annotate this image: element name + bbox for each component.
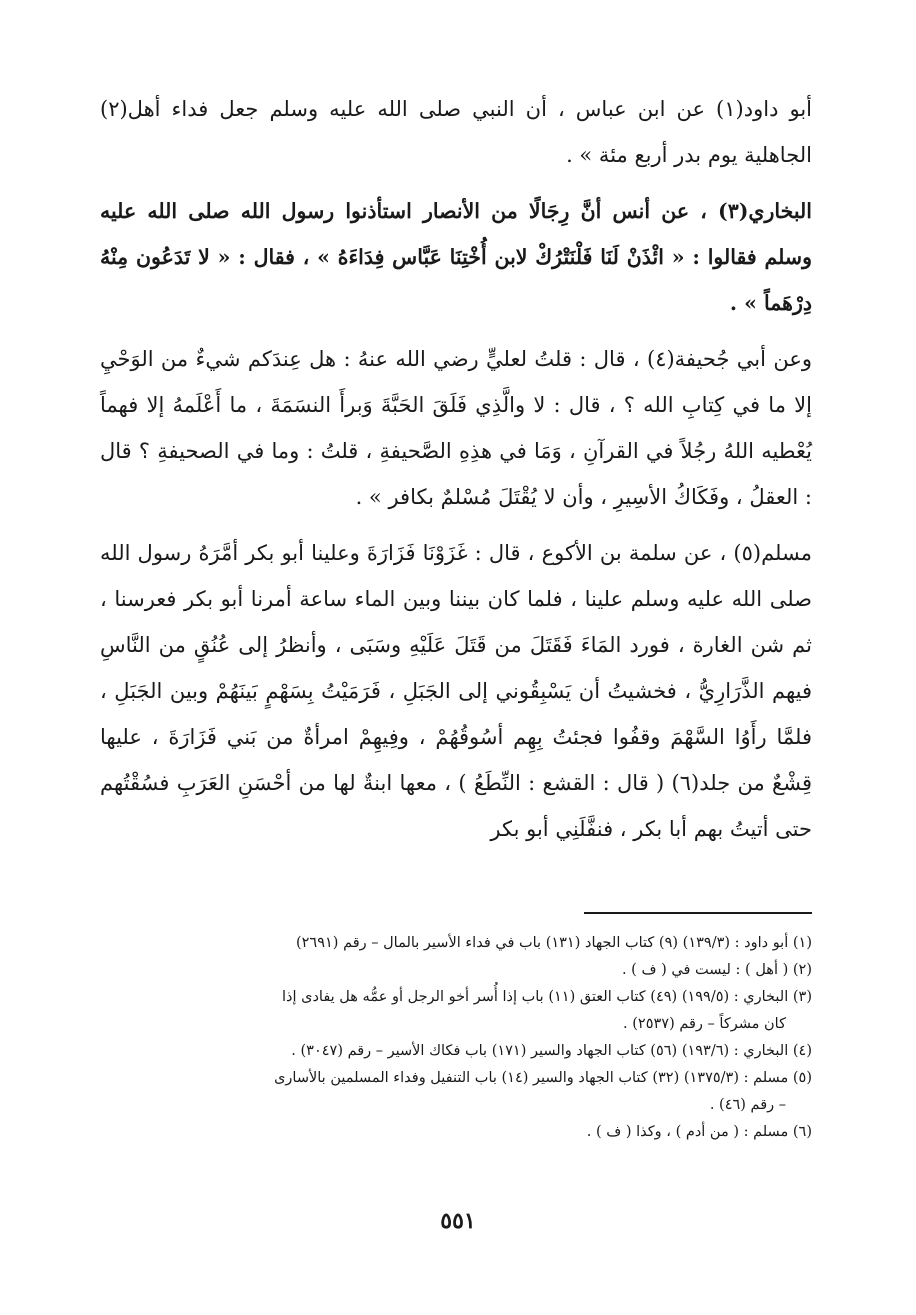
page-number: ٥٥١	[440, 1208, 476, 1234]
footnote-text: البخاري : (١٩٣/٦) (٥٦) كتاب الجهاد والسير (١٧١) باب فكاك الأسير – رقم (٣٠٤٧) .	[291, 1043, 789, 1059]
footnote-text: ( أهل ) : ليست في ( ف ) .	[621, 962, 789, 978]
footnote-3	[100, 984, 812, 1038]
paragraph-abu-juhayfa: وعن أبي جُحيفة(٤) ، قال : قلتُ لعليٍّ رضي الله عنهُ : هل عِندَكم شيءٌ من الوَحْيِ إلا ما في كِتابِ الله ؟ ، قال : لا والَّذِي فَلَقَ الحَبَّةَ وَبرأَ النسَمَةَ ، ما أَعْلَمهُ إلا فهماً يُعْطيه اللهُ رجُلاً في القرآنِ ، وَمَا في هذِهِ الصَّحيفةِ ، قلتُ : وما في الصحيفةِ ؟ قال : العقلُ ، وفَكَاكُ الأسِيرِ ، وأن لا يُقْتَلَ مُسْلمٌ بكافر » .	[100, 347, 813, 509]
footnote-1	[100, 930, 812, 957]
footnote-text: أبو داود : (١٣٩/٣) (٩) كتاب الجهاد (١٣١) باب في فداء الأسير بالمال – رقم (٢٦٩١)	[295, 935, 789, 951]
footnote-number: (٢)	[792, 962, 812, 978]
footnote-6	[100, 1119, 812, 1146]
footnote-number: (٥)	[792, 1070, 812, 1086]
footnote-separator	[584, 912, 812, 914]
main-text	[100, 86, 812, 852]
footnote-5	[100, 1065, 812, 1119]
paragraph-muslim: مسلم(٥) ، عن سلمة بن الأكوع ، قال : غَزَوْنَا فَزَارَةَ وعلينا أبو بكر أمَّرَهُ رسول الله صلى الله عليه وسلم علينا ، فلما كان بيننا وبين الماء ساعة أمرنا أبو بكر فعرسنا ، ثم شن الغارة ، فورد المَاءَ فَقَتَلَ من قَتَلَ عَلَيْهِ وسَبَى ، وأنظرُ إلى عُنُقٍ من النَّاسِ فيهم الذَّرَارِيُّ ، فخشيتُ أن يَسْبِقُوني إلى الجَبَلِ ، فَرَمَيْتُ بِسَهْمٍ بَينَهُمْ وبين الجَبَلِ ، فلمَّا رأَوُا السَّهْمَ وقفُوا فجئتُ بِهِم أسُوقُهُمْ ، وفِيهِمْ امرأةٌ من بَني فَزَارَةَ ، عليها قِشْعٌ من جلد(٦) ( قال : القشع : النِّطَعُ ) ، معها ابنةٌ لها من أحْسَنِ العَرَبِ فسُقْتُهم حتى أتيتُ بهم أبا بكر ، فنفَّلَنِي أبو بكر	[100, 541, 812, 841]
footnote-text: البخاري : (١٩٩/٥) (٤٩) كتاب العتق (١١) باب إذا أُسر أخو الرجل أو عمُّه هل يفادى إذا	[281, 989, 789, 1005]
paragraph-abu-dawud: أبو داود(١) عن ابن عباس ، أن النبي صلى الله عليه وسلم جعل فداء أهل(٢) الجاهلية يوم بدر أربع مئة » .	[100, 97, 813, 167]
footnote-continuation: – رقم (٤٦) .	[709, 1097, 786, 1113]
footnote-continuation: كان مشركاً – رقم (٢٥٣٧) .	[623, 1016, 786, 1032]
footnote-4	[100, 1038, 812, 1065]
footnote-text: مسلم : (١٣٧٥/٣) (٣٢) كتاب الجهاد والسير (١٤) باب التنفيل وفداء المسلمين بالأسارى	[274, 1070, 789, 1086]
footnote-number: (٣)	[792, 989, 812, 1005]
footnote-number: (١)	[792, 935, 812, 951]
footnote-number: (٤)	[792, 1043, 812, 1059]
paragraph-bukhari: البخاري(٣) ، عن أنس أنَّ رِجَالًا من الأنصار استأذنوا رسول الله صلى الله عليه وسلم فقالوا : « ائْذَنْ لَنَا فَلْنَتْرُكْ لابن أُخْتِنَا عَبَّاس فِدَاءَهُ » ، فقال : « لا تَدَعُون مِنْهُ دِرْهَماً » .	[100, 199, 812, 315]
footnote-text: مسلم : ( من أدم ) ، وكذا ( ف ) .	[586, 1124, 789, 1140]
footnote-2	[100, 957, 812, 984]
footnote-number: (٦)	[792, 1124, 812, 1140]
footnotes	[100, 930, 812, 1146]
